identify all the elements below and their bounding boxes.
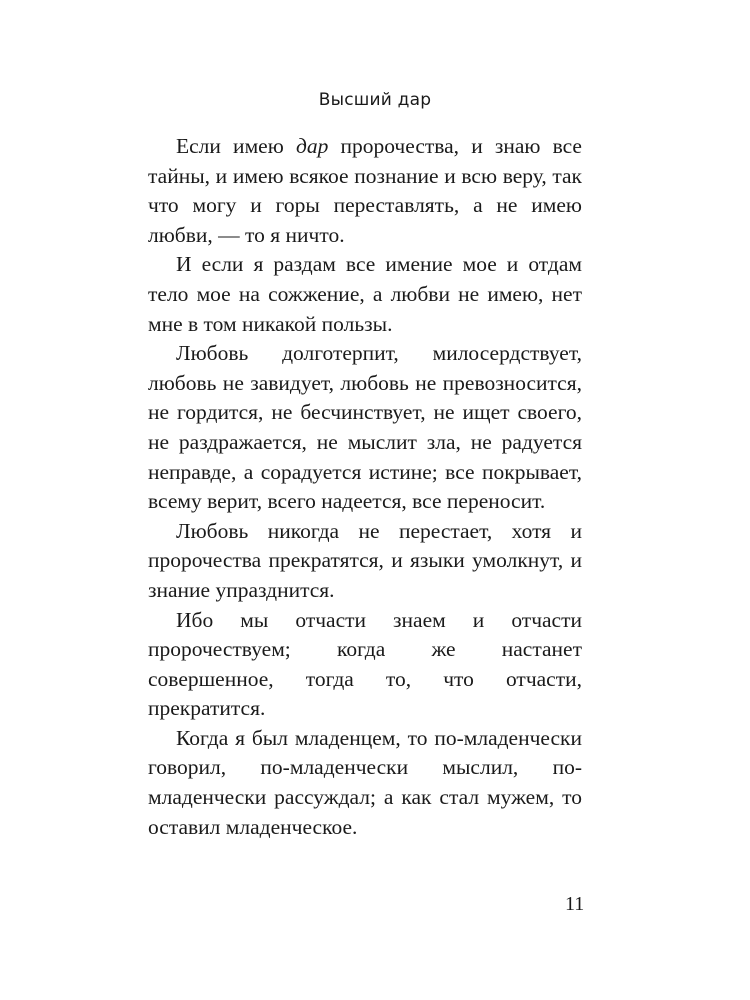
paragraph-1-emphasis: дар [295,134,329,158]
paragraph-1-start: Если имею [176,134,296,158]
paragraph-1-end: пророчества, и знаю все тайны, и имею всякое познание и всю веру, так что могу и горы переставлять, а не имею любви, — то я ничто. [148,134,582,247]
page-title: Высший дар [318,90,432,110]
paragraph-4: Любовь никогда не перестает, хотя и пророчества прекратятся, и языки умолкнут, и знание упразднится. [148,518,582,602]
paragraph-2: И если я раздам все имение мое и отдам тело мое на сожжение, а любви не имею, нет мне в том никакой пользы. [148,252,582,336]
page-number: 11 [565,893,585,915]
paragraph-3: Любовь долготерпит, милосердствует, любовь не завидует, любовь не превозносится, не гордится, не бесчинствует, не ищет своего, не раздражается, не мыслит зла, не радуется неправде, а сорадуется истине; все покрывает, всему верит, всего надеется, все переносит. [148,341,582,514]
paragraph-5: Ибо мы отчасти знаем и отчасти пророчествуем; когда же настанет совершенное, тогда то, что отчасти, прекратится. [148,607,582,721]
body-text [148,132,582,842]
paragraph-1 [148,132,582,250]
paragraph-6: Когда я был младенцем, то по-младенчески говорил, по-младенчески мыслил, по-младенчески рассуждал; а как стал мужем, то оставил младенческое. [148,725,582,839]
